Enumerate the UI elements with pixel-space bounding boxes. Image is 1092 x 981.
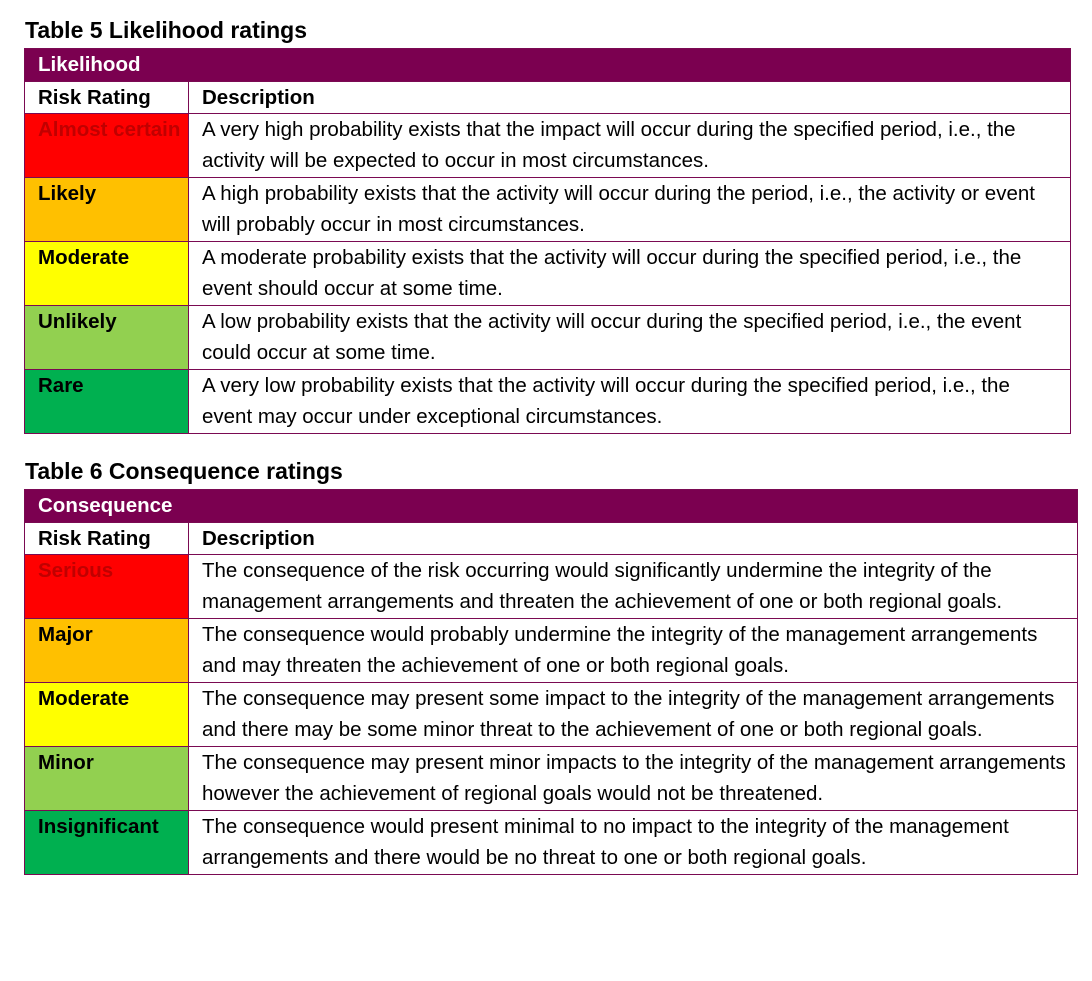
description-cell: A moderate probability exists that the activity will occur during the specified period, i.e., the event should occur at some time.	[189, 242, 1071, 306]
table-row	[25, 619, 1078, 683]
table-row	[25, 683, 1078, 747]
likelihood-column-header-row	[25, 82, 1071, 114]
description-cell: The consequence would probably undermine the integrity of the management arrangements and may threaten the achievement of one or both regional goals.	[189, 619, 1078, 683]
table-row	[25, 747, 1078, 811]
risk-rating-column-header: Risk Rating	[25, 82, 189, 114]
likelihood-table	[24, 48, 1071, 434]
consequence-table	[24, 489, 1078, 875]
risk-rating-column-header: Risk Rating	[25, 523, 189, 555]
table5-caption: Table 5 Likelihood ratings	[25, 17, 308, 43]
table-row	[25, 242, 1071, 306]
rating-cell: Minor	[25, 747, 189, 811]
table6-caption: Table 6 Consequence ratings	[25, 458, 343, 484]
description-cell: A low probability exists that the activity will occur during the specified period, i.e., the event could occur at some time.	[189, 306, 1071, 370]
likelihood-section-header: Likelihood	[25, 49, 1071, 82]
description-column-header: Description	[189, 523, 1078, 555]
description-cell: The consequence would present minimal to no impact to the integrity of the management arrangements and there would be no threat to one or both regional goals.	[189, 811, 1078, 875]
rating-cell: Insignificant	[25, 811, 189, 875]
consequence-section-header: Consequence	[25, 490, 1078, 523]
description-cell: The consequence may present minor impacts to the integrity of the management arrangements however the achievement of regional goals would not be threatened.	[189, 747, 1078, 811]
rating-cell: Rare	[25, 370, 189, 434]
description-cell: The consequence may present some impact to the integrity of the management arrangements and there may be some minor threat to the achievement of one or both regional goals.	[189, 683, 1078, 747]
rating-cell: Unlikely	[25, 306, 189, 370]
table-row	[25, 178, 1071, 242]
rating-cell: Moderate	[25, 683, 189, 747]
rating-cell: Major	[25, 619, 189, 683]
description-cell: The consequence of the risk occurring would significantly undermine the integrity of the management arrangements and threaten the achievement of one or both regional goals.	[189, 555, 1078, 619]
rating-cell: Likely	[25, 178, 189, 242]
rating-cell: Moderate	[25, 242, 189, 306]
table-row	[25, 306, 1071, 370]
description-cell: A very high probability exists that the impact will occur during the specified period, i.e., the activity will be expected to occur in most circumstances.	[189, 114, 1071, 178]
description-cell: A high probability exists that the activity will occur during the period, i.e., the activity or event will probably occur in most circumstances.	[189, 178, 1071, 242]
table-row	[25, 370, 1071, 434]
rating-cell: Serious	[25, 555, 189, 619]
table-row	[25, 555, 1078, 619]
rating-cell: Almost certain	[25, 114, 189, 178]
table-row	[25, 114, 1071, 178]
description-cell: A very low probability exists that the activity will occur during the specified period, i.e., the event may occur under exceptional circumstances.	[189, 370, 1071, 434]
table-row	[25, 811, 1078, 875]
description-column-header: Description	[189, 82, 1071, 114]
consequence-column-header-row	[25, 523, 1078, 555]
